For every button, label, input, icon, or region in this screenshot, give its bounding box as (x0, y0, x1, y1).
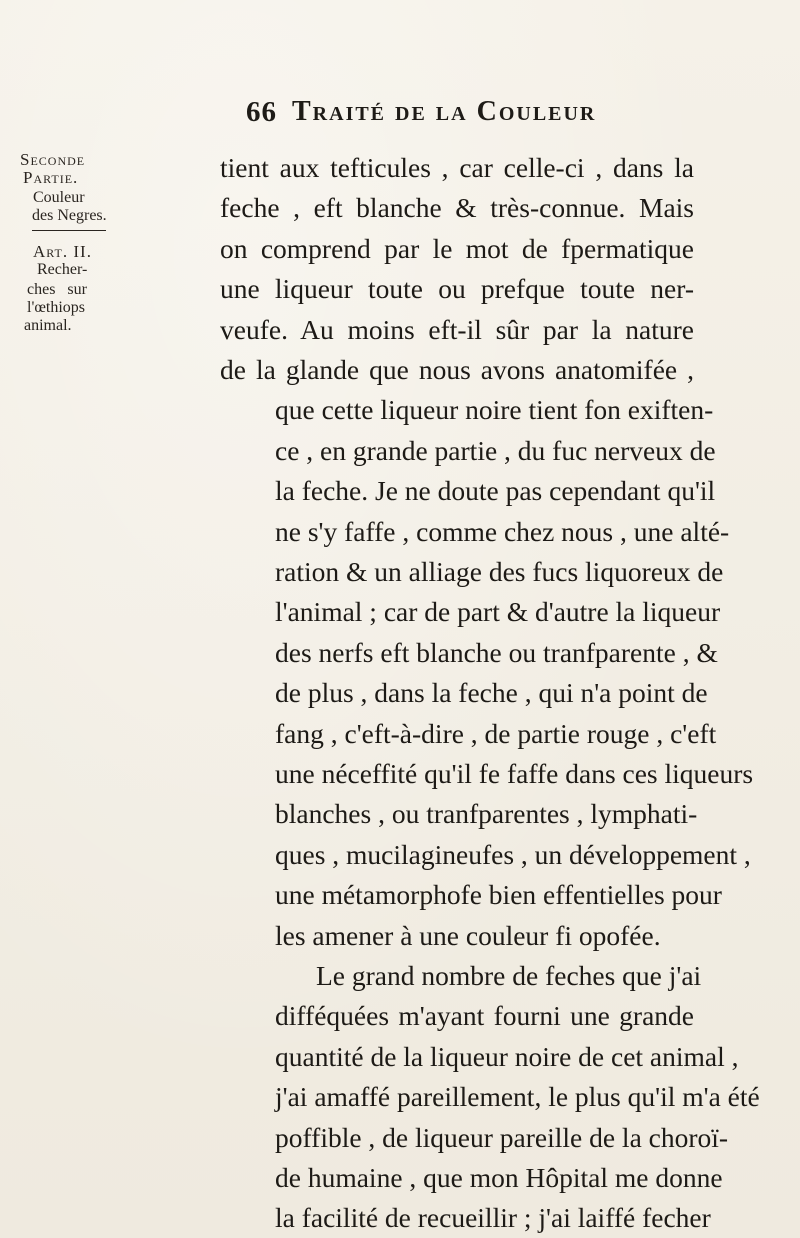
text-line: de plus , dans la feche , qui n'a point de (275, 677, 708, 709)
margin-note-des-negres: des Negres. (32, 207, 107, 224)
text-line: une liqueur toute ou prefque toute ner- (220, 273, 694, 305)
text-line: on comprend par le mot de fpermatique (220, 232, 694, 264)
page-header (0, 96, 800, 136)
text-line: difféquées m'ayant fourni une grande (275, 1000, 694, 1032)
text-line: ques , mucilagineufes , un développement , (275, 838, 751, 870)
text-line: veufe. Au moins eft-il sûr par la nature (220, 313, 694, 345)
margin-note-ches-sur: ches sur (27, 281, 87, 298)
text-line: quantité de la liqueur noire de cet animal , (275, 1040, 739, 1072)
margin-note-seconde: Seconde (20, 150, 86, 169)
text-line: j'ai amaffé pareillement, le plus qu'il m'a été (275, 1081, 760, 1113)
margin-note-partie: Partie. (23, 168, 79, 187)
page-number: 66 (246, 96, 277, 128)
text-line: ce , en grande partie , du fuc nerveux de (275, 434, 716, 466)
text-line: la facilité de recueillir ; j'ai laiffé fecher (275, 1202, 711, 1234)
text-line: ration & un alliage des fucs liquoreux de (275, 556, 724, 587)
text-line: ne s'y faffe , comme chez nous , une alté- (275, 515, 730, 547)
text-line: poffible , de liqueur pareille de la choroï- (275, 1121, 729, 1153)
text-line: que cette liqueur noire tient fon exiften- (275, 394, 714, 426)
margin-note-oethiops: l'œthiops (27, 299, 85, 316)
text-line: de la glande que nous avons anatomifée , (220, 354, 694, 385)
margin-note-recher: Recher- (37, 261, 88, 278)
text-line: blanches , ou tranfparentes , lymphati- (275, 798, 698, 830)
text-line: fang , c'eft-à-dire , de partie rouge , c'eft (275, 717, 717, 749)
text-line: tient aux tefticules , car celle-ci , dans la (220, 152, 694, 183)
margin-note-animal: animal. (24, 317, 72, 334)
text-line: des nerfs eft blanche ou tranfparente , & (275, 636, 718, 668)
text-line: les amener à une couleur fi opofée. (275, 919, 661, 951)
text-line: feche , eft blanche & très-connue. Mais (220, 192, 694, 224)
running-title: Traité de la Couleur (292, 96, 597, 127)
text-line: de humaine , que mon Hôpital me donne (275, 1162, 723, 1193)
text-line: l'animal ; car de part & d'autre la liqueur (275, 596, 721, 628)
text-line: Le grand nombre de feches que j'ai (316, 960, 702, 991)
text-line: une néceffité qu'il fe faffe dans ces liqueurs (275, 758, 754, 789)
margin-note-couleur: Couleur (33, 189, 85, 206)
text-line: une métamorphofe bien effentielles pour (275, 879, 722, 911)
text-line: la feche. Je ne doute pas cependant qu'il (275, 475, 716, 507)
margin-rule (32, 226, 106, 231)
margin-note-art: Art. II. (33, 242, 92, 261)
